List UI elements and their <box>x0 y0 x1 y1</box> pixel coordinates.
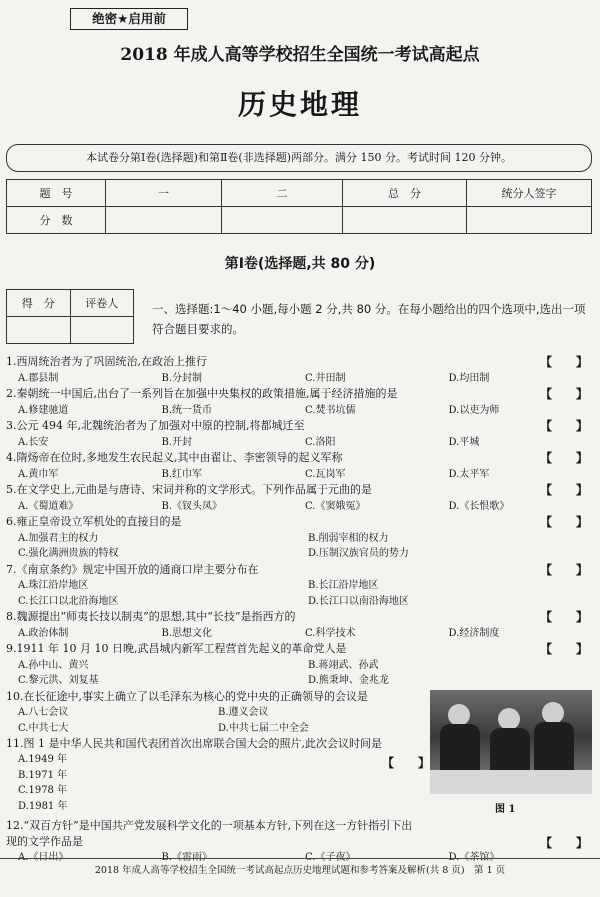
question-item <box>6 641 592 689</box>
option-c: C.中共七大 <box>18 722 69 734</box>
option-c: C.1978 年 <box>18 785 68 796</box>
grader-name-cell[interactable] <box>70 317 134 344</box>
question-item <box>6 562 592 610</box>
question-item <box>6 514 592 562</box>
answer-bracket[interactable]: 【 】 <box>539 515 588 529</box>
exam-note: 本试卷分第Ⅰ卷(选择题)和第Ⅱ卷(非选择题)两部分。满分 150 分。考试时间 120 分钟。 <box>6 144 592 172</box>
option-a: A.修建驰道 <box>18 404 69 416</box>
option-d: D.中共七届二中全会 <box>218 722 309 734</box>
answer-bracket[interactable]: 【 】 <box>539 836 588 850</box>
option-a: A.珠江沿岸地区 <box>18 580 89 591</box>
option-c: C.强化满洲贵族的特权 <box>18 548 119 559</box>
option-b: B.开封 <box>161 436 193 448</box>
option-c: C.长江口以北沿海地区 <box>18 595 119 607</box>
option-b: B.1971 年 <box>18 769 68 781</box>
option-d: D.经济制度 <box>448 627 500 639</box>
option-b: B.思想文化 <box>161 627 213 639</box>
option-b: B.遵义会议 <box>218 707 269 718</box>
option-a: A.《日出》 <box>18 852 69 863</box>
question-stem: 9.1911 年 10 月 10 日晚,武昌城内新军工程营首先起义的革命党人是 <box>6 642 347 655</box>
section-instructions: 一、选择题:1～40 小题,每小题 2 分,共 80 分。在每小题给出的四个选项中,选出一项符合题目要求的。 <box>152 302 586 336</box>
answer-bracket[interactable]: 【 】 <box>539 562 588 577</box>
option-a: A.政治体制 <box>18 627 69 639</box>
option-c: C.瓦岗军 <box>305 468 346 480</box>
question-stem: 1.西周统治者为了巩固统治,在政治上推行 <box>6 355 207 368</box>
question-stem: 10.在长征途中,事实上确立了以毛泽东为核心的党中央的正确领导的会议是 <box>6 689 368 703</box>
question-item <box>6 354 592 386</box>
score-table-header-row <box>7 180 592 207</box>
score-input-cell[interactable] <box>343 207 467 234</box>
score-cell: 一 <box>106 180 222 207</box>
option-a: A.黄巾军 <box>18 468 59 480</box>
option-b: B.削弱宰相的权力 <box>308 532 389 544</box>
option-c: C.《子夜》 <box>305 852 356 863</box>
option-d: D.《茶馆》 <box>448 852 500 863</box>
option-c: C.焚书坑儒 <box>305 404 356 416</box>
option-d: D.均田制 <box>448 372 490 384</box>
option-d: D.太平军 <box>448 468 490 480</box>
option-a: A.八七会议 <box>18 707 69 718</box>
question-item <box>6 609 592 641</box>
question-stem: 6.雍正皇帝设立军机处的直接目的是 <box>6 515 182 528</box>
score-cell: 二 <box>222 180 343 207</box>
question-stem: 5.在文学史上,元曲是与唐诗、宋词并称的文学形式。下列作品属于元曲的是 <box>6 483 372 496</box>
grader-score-cell[interactable] <box>7 317 71 344</box>
option-b: B.统一货币 <box>161 404 213 416</box>
score-cell: 题 号 <box>7 180 106 207</box>
question-stem: 8.魏源提出“师夷长技以制夷”的思想,其中“长技”是指西方的 <box>6 610 296 623</box>
option-b: B.分封制 <box>161 372 203 384</box>
option-a: A.长安 <box>18 436 49 448</box>
question-stem: 4.隋炀帝在位时,多地发生农民起义,其中由翟让、李密领导的起义军称 <box>6 451 343 464</box>
score-cell: 统分人签字 <box>467 180 592 207</box>
option-d: D.1981 年 <box>18 800 68 812</box>
answer-bracket[interactable]: 【 】 <box>539 642 588 656</box>
option-d: D.熊秉坤、金兆龙 <box>308 675 389 686</box>
grader-table <box>6 289 134 344</box>
answer-bracket[interactable]: 【 】 <box>539 451 588 465</box>
option-c: C.科学技术 <box>305 627 356 639</box>
option-a: A.1949 年 <box>18 754 68 765</box>
option-b: B.长江沿岸地区 <box>308 580 379 591</box>
question-stem: 2.秦朝统一中国后,出台了一系列旨在加强中央集权的政策措施,属于经济措施的是 <box>6 387 398 400</box>
grader-score-label: 得 分 <box>7 290 71 317</box>
option-c: C.井田制 <box>305 372 346 384</box>
section-title: 第Ⅰ卷(选择题,共 80 分) <box>224 256 376 272</box>
question-item <box>6 482 592 514</box>
question-stem: 11.图 1 是中华人民共和国代表团首次出席联合国大会的照片,此次会议时间是 <box>6 737 382 750</box>
exam-title: 2018 年成人高等学校招生全国统一考试高起点 <box>120 45 480 65</box>
option-d: D.以吏为师 <box>448 404 500 416</box>
option-d: D.平城 <box>448 436 480 448</box>
score-input-cell[interactable] <box>222 207 343 234</box>
option-a: A.孙中山、黄兴 <box>18 659 89 671</box>
answer-bracket[interactable]: 【 】 <box>539 483 588 497</box>
score-input-cell[interactable] <box>467 207 592 234</box>
option-a: A.郡县制 <box>18 372 59 384</box>
question-stem: 3.公元 494 年,北魏统治者为了加强对中原的控制,将都城迁至 <box>6 419 305 432</box>
option-d: D.压制汉族官员的势力 <box>308 548 409 559</box>
option-b: B.《雷雨》 <box>161 852 213 863</box>
option-b: B.《钗头凤》 <box>161 500 223 512</box>
subject-title: 历史地理 <box>237 88 362 121</box>
answer-bracket[interactable]: 【 】 <box>539 387 588 401</box>
option-b: B.红巾军 <box>161 468 203 480</box>
answer-bracket[interactable]: 【 】 <box>539 355 588 369</box>
question-item <box>6 450 592 482</box>
grader-label: 评卷人 <box>70 290 134 317</box>
score-table-value-row <box>7 207 592 234</box>
option-a: A.加强君主的权力 <box>18 532 99 544</box>
option-c: C.洛阳 <box>305 436 336 448</box>
option-c: C.黎元洪、刘复基 <box>18 675 99 686</box>
option-a: A.《蜀道难》 <box>18 500 79 512</box>
option-d: D.《长恨歌》 <box>448 500 510 512</box>
score-input-cell[interactable] <box>106 207 222 234</box>
page-footer: 2018 年成人高等学校招生全国统一考试高起点历史地理试题和参考答案及解析(共 8 页) 第 1 页 <box>0 858 600 883</box>
score-cell: 总 分 <box>343 180 467 207</box>
option-d: D.长江口以南沿海地区 <box>308 595 409 607</box>
option-c: C.《窦娥冤》 <box>305 500 366 512</box>
confidential-label: 绝密★启用前 <box>70 8 188 30</box>
un-assembly-photo <box>430 690 592 794</box>
question-stem: 7.《南京条约》规定中国开放的通商口岸主要分布在 <box>6 562 259 576</box>
answer-bracket[interactable]: 【 】 <box>539 419 588 433</box>
question-stem: 12.“双百方针”是中国共产党发展科学文化的一项基本方针,下列在这一方针指引下出现的文学作品是 <box>6 819 413 848</box>
question-item <box>6 418 592 450</box>
score-table <box>6 179 592 234</box>
option-b: B.蒋翊武、孙武 <box>308 659 379 671</box>
answer-bracket[interactable]: 【 】 <box>539 610 588 624</box>
score-cell: 分 数 <box>7 207 106 234</box>
answer-bracket[interactable]: 【 】 <box>382 756 431 770</box>
question-item <box>6 386 592 418</box>
figure-caption: 图 1 <box>495 804 516 815</box>
